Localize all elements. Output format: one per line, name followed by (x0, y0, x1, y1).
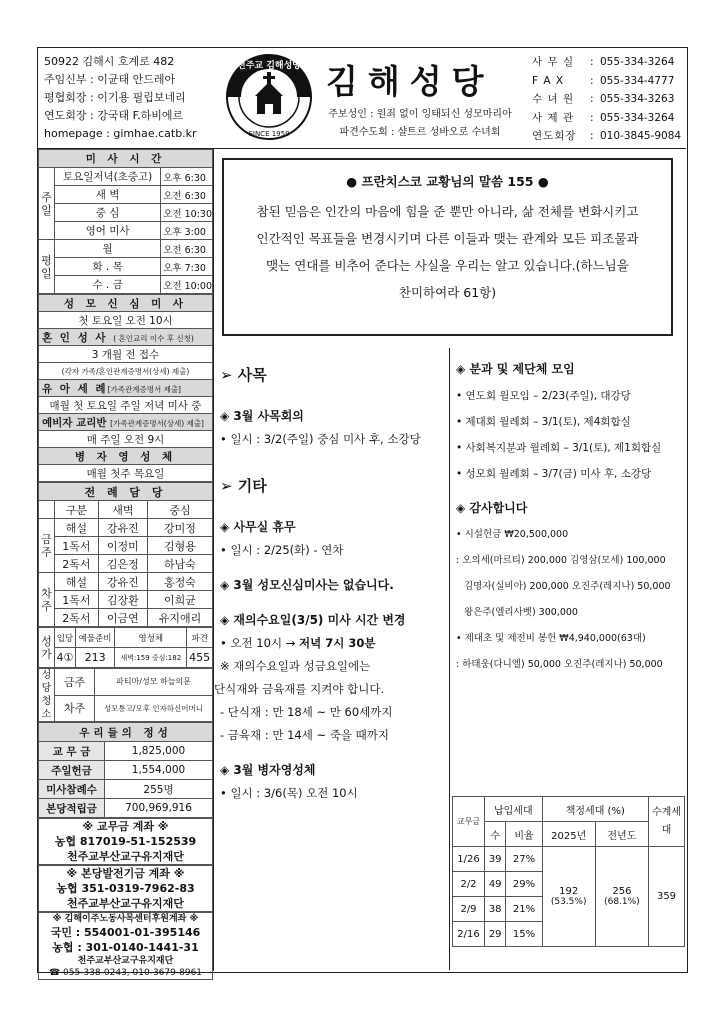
mass-name: 토요일저녁(초중고) (55, 168, 161, 186)
left-sidebar (38, 149, 214, 978)
office-closed-title: ◈ 사무실 휴무 (220, 520, 296, 534)
mass-time: 오후 7:30 (161, 258, 213, 276)
contact-row: 사 제 관 : 055-334-3264 (532, 111, 675, 124)
mass-time: 오후 3:00 (161, 222, 213, 240)
mass-time: 오전 10:00 (161, 276, 213, 294)
duty-cell: 김은정 (98, 555, 147, 573)
resp-prev: 256 (68.1%) (595, 847, 648, 947)
account-box (38, 865, 213, 912)
contact-row: F A X : 055-334-4777 (532, 74, 675, 87)
offering-stats (38, 722, 213, 818)
stat-value: 700,969,916 (105, 799, 213, 818)
hymn-head: 입당 (55, 628, 76, 648)
tithe-ratio: 27% (506, 847, 542, 872)
responsible-head: 책정세대 (%) (542, 797, 648, 822)
legio-president: 연도회장 : 강국태 F.하비에르 (44, 109, 184, 122)
sick-text: 매월 첫주 목요일 (39, 465, 213, 482)
duty-cell: 강유진 (98, 573, 147, 591)
hymn-head: 영성체 (115, 628, 187, 648)
duty-title: 전 례 담 당 (39, 483, 213, 501)
cleaning-group: 성모통고/모후 인자하신어머니 (95, 695, 213, 722)
pope-quote-box (222, 158, 673, 336)
pastor: 주임신부 : 이균태 안드레아 (44, 73, 176, 86)
account-holder: 천주교부산교구유지재단 (67, 850, 184, 863)
pastoral-meeting-text: • 일시 : 3/2(주일) 중심 미사 후, 소강당 (220, 432, 421, 446)
hymn-number: 455 (187, 648, 213, 668)
contact-row: 수 녀 원 : 055-334-3263 (532, 93, 675, 105)
ash-wednesday-note: 단식재와 금육재를 지켜야 합니다. (214, 682, 385, 696)
ash-wednesday-note: ※ 재의수요일과 성금요일에는 (220, 659, 371, 673)
duty-cell: 해설 (55, 519, 99, 537)
donation-line: : 오의세(마르티) 200,000 김영삼(모세) 100,000 (456, 555, 666, 566)
tithe-date: 2/16 (453, 922, 485, 947)
tithe-ratio: 21% (506, 897, 542, 922)
header (38, 48, 686, 149)
mass-title: 미 사 시 간 (39, 150, 213, 168)
donation-line: • 제대초 및 제전비 봉헌 ₩4,940,000(63대) (456, 633, 646, 644)
account-box (38, 818, 213, 865)
marriage-note: (각자 가족/혼인관계증명서(상세) 제출) (39, 363, 213, 380)
donation-line: : 하태웅(다니엘) 50,000 오진주(레지나) 50,000 (456, 659, 663, 670)
total-households: 359 (649, 847, 685, 947)
duty-cell: 김형용 (147, 537, 212, 555)
mass-name: 화 . 목 (55, 258, 161, 276)
hymn-number: 213 (75, 648, 114, 668)
cleaning-week: 차주 (55, 695, 95, 722)
account-holder: 천주교부산교구유지재단 (77, 956, 174, 966)
account-number: 농협 817019-51-152539 (54, 835, 197, 848)
group-meeting: • 제대회 월례회 – 3/1(토), 제4회합실 (456, 416, 631, 428)
cleaning-group: 파티마/성모 하늘의문 (95, 669, 213, 696)
donation-line: • 시설헌금 ₩20,500,000 (456, 529, 569, 540)
header-info (44, 53, 222, 143)
tithe-count: 38 (485, 897, 506, 922)
account-title: ※ 교무금 계좌 ※ (82, 820, 169, 833)
hymn-head: 파견 (187, 628, 213, 648)
ratio-head: 비율 (506, 822, 542, 847)
quote-line: 찬미하여라 61항) (398, 285, 497, 300)
etc-heading: ➢ 기타 (220, 477, 267, 495)
duty-cell: 이금연 (98, 609, 147, 627)
stat-value: 1,554,000 (105, 761, 213, 780)
contact-row: 연도회장 : 010-3845-9084 (532, 130, 682, 142)
this-week-label: 금주 (39, 519, 55, 573)
patron-saint: 주보성인 : 원죄 없이 잉태되신 성모마리아 (328, 109, 512, 120)
account-number: 국민 : 554001-01-395146 (50, 926, 201, 939)
hymn-label: 성가 (39, 628, 55, 668)
donation-line: 김명자(실비아) 200,000 오진주(레지나) 50,000 (464, 581, 671, 592)
marian-title: 성 모 신 심 미 사 (39, 295, 213, 312)
thanks-title: ◈ 감사합니다 (456, 501, 528, 515)
notice-column-left (214, 348, 450, 970)
tithe-count: 49 (485, 872, 506, 897)
account-title: ※ 본당발전기금 계좌 ※ (66, 867, 185, 880)
mass-name: 월 (55, 240, 161, 258)
duty-cell: 강미정 (147, 519, 212, 537)
catechumen-text: 매 주일 오전 9시 (39, 431, 213, 448)
account-title: ※ 김해이주노동사목센터후원계좌 ※ (52, 914, 199, 924)
duty-cell: 하남숙 (147, 555, 212, 573)
contact-list (532, 53, 687, 146)
fasting-rule: - 단식재 : 만 18세 ~ 만 60세까지 (220, 705, 393, 719)
contact-row: 사 무 실 : 055-334-3264 (532, 56, 675, 68)
duty-cell: 1독서 (55, 591, 99, 609)
notice-column-right (450, 348, 686, 678)
resp-2025: 192 (53.5%) (542, 847, 595, 947)
mass-schedule (38, 149, 213, 294)
paid-head: 납입세대 (485, 797, 543, 822)
quote-title: ● 프란치스코 교황님의 말씀 155 ● (346, 174, 549, 189)
duty-head: 구분 (55, 501, 99, 519)
duty-cell: 이정미 (98, 537, 147, 555)
marriage-text: 3 개월 전 접수 (39, 346, 213, 363)
tithe-count: 29 (485, 922, 506, 947)
tithe-count: 39 (485, 847, 506, 872)
duty-cell: 해설 (55, 573, 99, 591)
sick-title: 병 자 영 성 체 (39, 448, 213, 465)
page-title: 김해성당 (326, 62, 494, 101)
duty-head: 중심 (147, 501, 212, 519)
stats-title: 우리들의 정성 (39, 723, 213, 742)
svg-text:SINCE 1959: SINCE 1959 (248, 130, 290, 138)
prev-year-head: 전년도 (595, 822, 648, 847)
account-phone: ☎ 055-338-0243, 010-3679-8961 (48, 968, 203, 978)
duty-cell: 유지애리 (147, 609, 212, 627)
group-meeting: • 성모회 월례회 – 3/7(금) 미사 후, 소강당 (456, 468, 652, 480)
hymn-table (38, 627, 213, 668)
stat-label: 미사참례수 (39, 780, 105, 799)
marian-text: 첫 토요일 오전 10시 (39, 312, 213, 329)
tithe-ratio: 29% (506, 872, 542, 897)
mass-name: 새 벽 (55, 186, 161, 204)
stat-value: 1,825,000 (105, 742, 213, 761)
duty-cell: 1독서 (55, 537, 99, 555)
mass-time: 오전 6:30 (161, 186, 213, 204)
abstinence-rule: - 금육재 : 만 14세 ~ 죽을 때까지 (220, 728, 389, 742)
tithe-date: 2/9 (453, 897, 485, 922)
ash-wednesday-time: • 오전 10시 → 저녁 7시 30분 (220, 636, 376, 650)
sacrament-info (38, 294, 213, 482)
duty-cell: 이희균 (147, 591, 212, 609)
quote-line: 참된 믿음은 인간의 마음에 힘을 준 뿐만 아니라, 삶 전체를 변화시키고 (256, 204, 639, 219)
tithe-date: 1/26 (453, 847, 485, 872)
account-holder: 천주교부산교구유지재단 (67, 897, 184, 910)
religious-order: 파견수도회 : 샬트르 성바오로 수녀회 (339, 127, 501, 138)
mass-time: 오전 6:30 (161, 240, 213, 258)
hymn-head: 예물준비 (75, 628, 114, 648)
group-meeting: • 연도회 월모임 – 2/23(주일), 대강당 (456, 390, 631, 402)
weekday-label: 평일 (39, 240, 55, 294)
quote-line: 인간적인 목표들을 변경시키며 다른 이들과 맺는 관계와 모든 피조물과 (256, 231, 639, 246)
parish-logo (224, 52, 314, 142)
hymn-number: 새벽:159 중심:182 (115, 648, 187, 668)
hymn-number: 4① (55, 648, 76, 668)
donation-line: 왕은주(엘리사벳) 300,000 (464, 607, 578, 618)
mass-time: 오전 10:30 (161, 204, 213, 222)
tithe-col: 교무금 (453, 797, 485, 847)
total-head: 수계세대 (649, 797, 685, 847)
office-closed-text: • 일시 : 2/25(화) - 연차 (220, 543, 344, 557)
bulletin-page (37, 47, 688, 978)
duty-cell: 강유진 (98, 519, 147, 537)
year-head: 2025년 (542, 822, 595, 847)
church-logo-icon (224, 52, 314, 142)
stat-label: 교 무 금 (39, 742, 105, 761)
account-box (38, 912, 213, 980)
sick-communion-text: • 일시 : 3/6(목) 오전 10시 (220, 786, 358, 800)
stat-label: 본당적립금 (39, 799, 105, 818)
ash-wednesday-title: ◈ 재의수요일(3/5) 미사 시간 변경 (220, 613, 406, 627)
mass-name: 수 . 금 (55, 276, 161, 294)
council-president: 평협회장 : 이기용 필립보네리 (44, 91, 186, 104)
tithe-date: 2/2 (453, 872, 485, 897)
stat-value: 255명 (105, 780, 213, 799)
pastoral-meeting-title: ◈ 3월 사목회의 (220, 409, 304, 423)
no-marian-mass: ◈ 3월 성모신심미사는 없습니다. (220, 578, 394, 592)
mass-name: 영어 미사 (55, 222, 161, 240)
quote-body (224, 198, 671, 306)
sunday-label: 주일 (39, 168, 55, 240)
svg-text:천주교 김해성당: 천주교 김해성당 (237, 61, 301, 71)
duty-cell: 홍정숙 (147, 573, 212, 591)
homepage: homepage : gimhae.catb.kr (44, 127, 197, 140)
tithe-table (452, 796, 685, 947)
stat-label: 주일헌금 (39, 761, 105, 780)
count-head: 수 (485, 822, 506, 847)
cleaning-table (38, 668, 213, 722)
duty-cell: 김장환 (98, 591, 147, 609)
liturgy-duty (38, 482, 213, 627)
duty-cell: 2독서 (55, 609, 99, 627)
group-meeting: • 사회복지분과 월례회 – 3/1(토), 제1회합실 (456, 442, 662, 454)
marriage-heading: 혼 인 성 사 ( 혼인교리 이수 후 신청) (39, 329, 213, 346)
pastoral-heading: ➢ 사목 (220, 366, 267, 384)
groups-title: ◈ 분과 및 제단체 모임 (456, 362, 575, 376)
sick-communion-title: ◈ 3월 병자영성체 (220, 763, 316, 777)
tithe-ratio: 15% (506, 922, 542, 947)
cleaning-week: 금주 (55, 669, 95, 696)
account-number: 농협 : 301-0140-1441-31 (52, 941, 199, 954)
baptism-heading: 유 아 세 례[가족관계증명서 제출] (39, 380, 213, 397)
mass-time: 오후 6:30 (161, 168, 213, 186)
catechumen-heading: 예비자 교리반 [가족관계증명서(상세) 제출] (39, 414, 213, 431)
duty-head: 새벽 (98, 501, 147, 519)
cleaning-label: 성당청소 (39, 669, 55, 722)
duty-cell: 2독서 (55, 555, 99, 573)
address: 50922 김해시 호계로 482 (44, 55, 175, 68)
account-number: 농협 351-0319-7962-83 (56, 882, 195, 895)
quote-line: 맺는 연대를 비추어 준다는 사실을 우리는 알고 있습니다.(하느님을 (266, 258, 629, 273)
baptism-text: 매월 첫 토요일 주일 저녁 미사 중 (39, 397, 213, 414)
patron-info (320, 106, 520, 142)
next-week-label: 차주 (39, 573, 55, 627)
mass-name: 중 심 (55, 204, 161, 222)
